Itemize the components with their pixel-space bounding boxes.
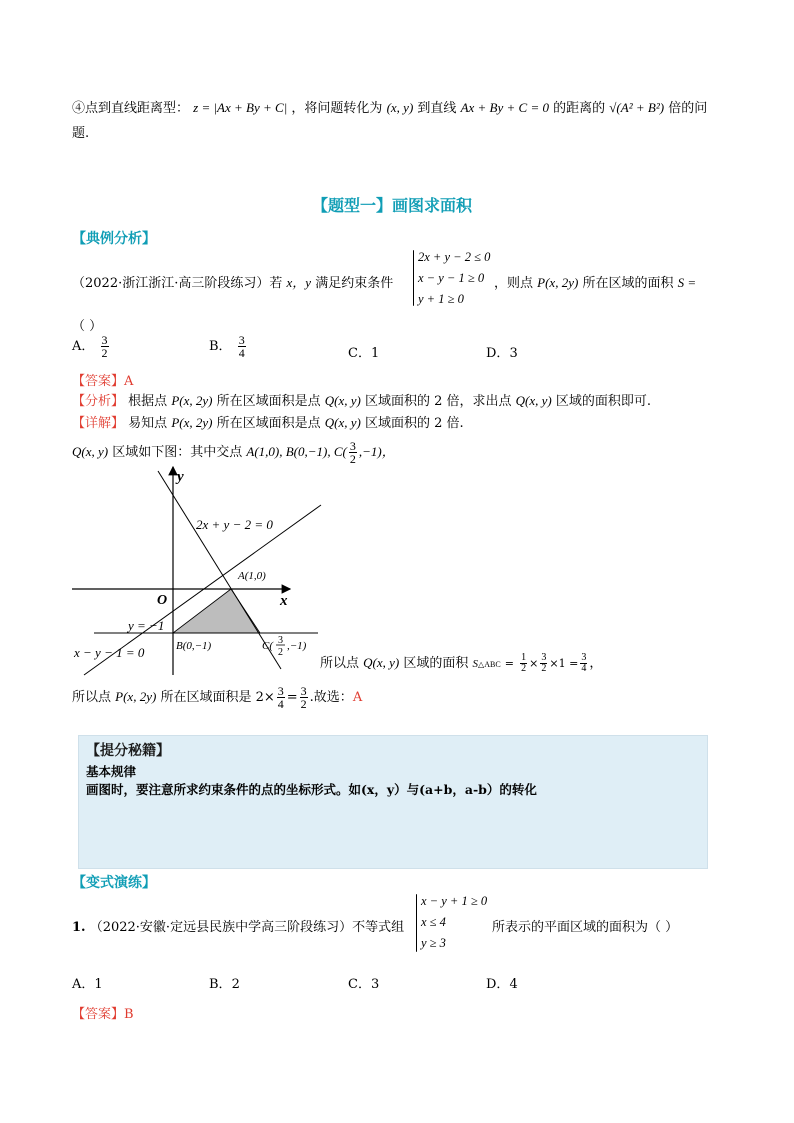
distance-type-line2: 题. bbox=[72, 126, 90, 141]
region-line: Q(x, y) 区域如下图：其中交点 A(1,0), B(0,−1), C( $\frac{3}{2}$ ,−1)， bbox=[72, 439, 395, 466]
conclusion-frac-1: $\frac{3}{4}$ bbox=[277, 684, 284, 711]
practice-option-d: D．4 bbox=[486, 977, 518, 992]
example-question bbox=[72, 272, 393, 291]
option-d: D．3 bbox=[486, 346, 518, 361]
conclusion-frac-2: $\frac{3}{2}$ bbox=[300, 684, 307, 711]
point-xy: (x, y) bbox=[386, 100, 414, 115]
practice-question-end: 所表示的平面区域的面积为（ ） bbox=[492, 920, 679, 935]
tips-body: 画图时，要注意所求约束条件的点的坐标形式。如(x，y）与(a+b，a-b）的转化 bbox=[86, 782, 537, 797]
option-b-label: B． bbox=[209, 339, 232, 354]
origin-label: O bbox=[157, 593, 168, 608]
detail-line: 【详解】 易知点 P(x, 2y) 所在区域面积是点 Q(x, y) 区域面积的 2 倍. bbox=[72, 415, 464, 431]
option-a bbox=[72, 334, 111, 359]
line-ym1-label: y = −1 bbox=[128, 618, 165, 633]
x-axis-label: x bbox=[280, 593, 288, 609]
constraint-2: x − y − 1 ≥ 0 bbox=[418, 271, 485, 285]
distance-mid3: 的距离的 bbox=[553, 101, 606, 116]
point-c-suffix: ,−1) bbox=[287, 640, 307, 652]
practice-option-b: B．2 bbox=[209, 977, 240, 992]
analysis-line: 【分析】 根据点 P(x, 2y) 所在区域面积是点 Q(x, y) 区域面积的 2 倍，求出点 Q(x, y) 区域的面积即可. bbox=[72, 393, 652, 409]
example-header: 【典例分析】 bbox=[72, 231, 156, 247]
distance-mid2: 到直线 bbox=[417, 101, 457, 116]
constraint-brace bbox=[413, 250, 414, 306]
line2-label: x − y − 1 = 0 bbox=[74, 645, 145, 660]
line-equation: Ax + By + C = 0 bbox=[460, 100, 549, 115]
practice-option-c: C．3 bbox=[348, 977, 380, 992]
distance-mid1: ，将问题转化为 bbox=[291, 101, 383, 116]
answer-value: A bbox=[124, 374, 134, 389]
analysis-label: 【分析】 bbox=[72, 394, 125, 409]
option-b bbox=[209, 334, 248, 359]
area-frac-1: $\frac{1}{2}$ bbox=[521, 652, 527, 674]
line1-label: 2x + y − 2 = 0 bbox=[196, 517, 273, 532]
detail-label: 【详解】 bbox=[72, 416, 125, 431]
practice-brace bbox=[416, 894, 417, 952]
option-a-fraction: $\frac{3}{2}$ bbox=[101, 333, 108, 360]
practice-question: 1. （2022·安徽·定远县民族中学高三阶段练习）不等式组 bbox=[72, 920, 405, 935]
tips-subheader: 基本规律 bbox=[86, 764, 137, 779]
answer-line bbox=[72, 370, 133, 389]
area-frac-2: $\frac{3}{2}$ bbox=[541, 652, 547, 674]
distance-formula: z = |Ax + By + C| bbox=[193, 100, 288, 115]
sqrt-expression: √(A² + B²) bbox=[609, 100, 665, 115]
option-c: C．1 bbox=[348, 346, 380, 361]
practice-constraint-1: x − y + 1 ≥ 0 bbox=[421, 894, 488, 908]
point-c-num: 3 bbox=[278, 635, 283, 646]
point-a-label: A(1,0) bbox=[238, 570, 266, 582]
practice-constraint-3: y ≥ 3 bbox=[421, 936, 446, 950]
question-point: P(x, 2y) bbox=[537, 275, 579, 290]
answer-blank: （ ） bbox=[72, 319, 103, 334]
constraint-3: y + 1 ≥ 0 bbox=[418, 292, 464, 306]
question-S: S = bbox=[677, 275, 697, 290]
point-c-prefix: C( bbox=[262, 640, 273, 652]
shaded-region bbox=[173, 589, 260, 633]
point-b-label: B(0,−1) bbox=[176, 640, 212, 652]
practice-header: 【变式演练】 bbox=[72, 875, 156, 891]
practice-answer: 【答案】B bbox=[72, 1007, 134, 1022]
practice-constraint-2: x ≤ 4 bbox=[421, 915, 446, 929]
option-a-label: A． bbox=[72, 339, 95, 354]
constraint-1: 2x + y − 2 ≤ 0 bbox=[418, 250, 491, 264]
distance-suffix: 倍的问 bbox=[668, 101, 708, 116]
question-after: ，则点 bbox=[494, 276, 534, 291]
tips-header: 【提分秘籍】 bbox=[86, 743, 170, 759]
point-c-den: 2 bbox=[278, 647, 283, 658]
area-line: 所以点 Q(x, y) 区域的面积 S△ABC = $\frac{1}{2}$ × $\frac{3}{2}$ ×1 = $\frac{3}{4}$ ， bbox=[320, 652, 603, 674]
tips-box bbox=[78, 735, 708, 869]
section-title: 【题型一】画图求面积 bbox=[312, 196, 473, 215]
question-tail bbox=[494, 272, 696, 291]
question-end: 所在区域的面积 bbox=[582, 276, 674, 291]
answer-label: 【答案】 bbox=[72, 374, 125, 389]
conclusion-line: 所以点 P(x, 2y) 所在区域面积是 2× $\frac{3}{4}$ = $\frac{3}{2}$ .故选：A bbox=[72, 684, 363, 711]
question-mid: 满足约束条件 bbox=[315, 276, 394, 291]
feasible-region-figure bbox=[70, 463, 330, 678]
distance-type-prefix: ④点到直线距离型： bbox=[72, 101, 190, 116]
distance-type-line bbox=[72, 97, 707, 116]
y-axis-label: y bbox=[177, 469, 184, 485]
option-b-fraction: $\frac{3}{4}$ bbox=[238, 333, 245, 360]
question-prefix: （2022·浙江浙江·高三阶段练习）若 bbox=[72, 276, 283, 291]
region-c-fraction: $\frac{3}{2}$ bbox=[349, 439, 356, 466]
question-vars: x，y bbox=[286, 275, 312, 290]
area-frac-3: $\frac{3}{4}$ bbox=[581, 652, 587, 674]
practice-option-a: A．1 bbox=[72, 977, 103, 992]
